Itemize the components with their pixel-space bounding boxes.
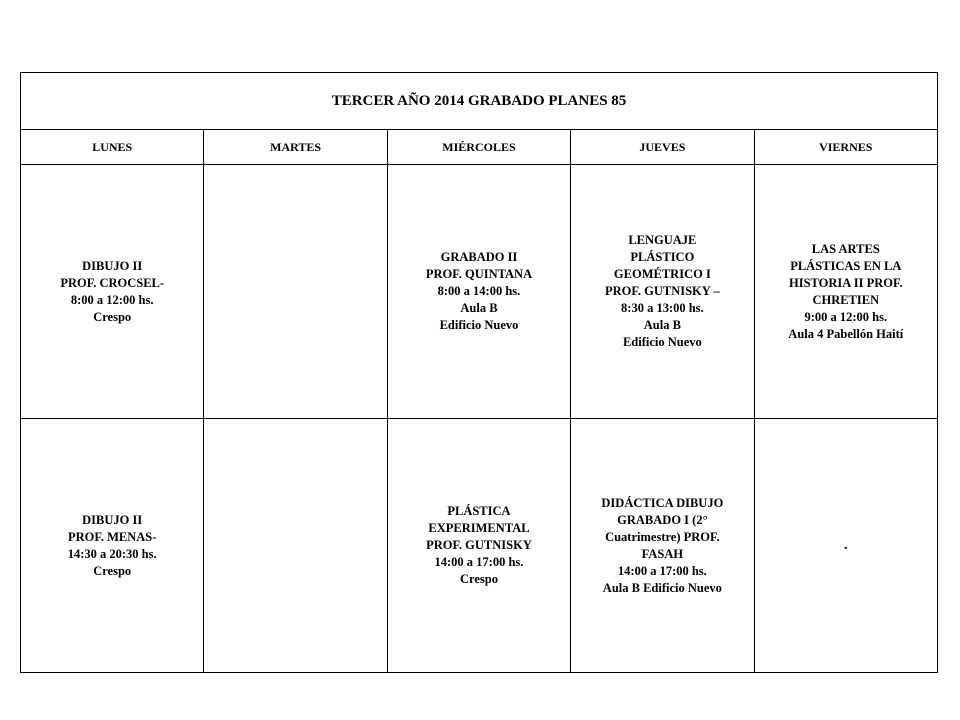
- class-cell: [571, 419, 754, 673]
- title-row: [21, 73, 938, 130]
- cell-text-line: Aula B: [460, 301, 498, 315]
- cell-text-line: PROF. GUTNISKY: [426, 538, 532, 552]
- cell-text-line: 14:00 a 17:00 hs.: [434, 555, 524, 569]
- class-cell: [387, 419, 570, 673]
- dot-mark: .: [844, 538, 848, 553]
- schedule-title: TERCER AÑO 2014 GRABADO PLANES 85: [21, 73, 938, 130]
- cell-text-line: PROF. MENAS-: [67, 529, 157, 544]
- cell-text-line: Crespo: [93, 309, 132, 324]
- afternoon-row: [21, 419, 938, 673]
- cell-text-line: PROF. QUINTANA: [425, 267, 533, 281]
- day-header-row: [21, 130, 938, 165]
- cell-text-line: EXPERIMENTAL: [428, 521, 530, 535]
- cell-text-line: 8:00 a 12:00 hs.: [70, 292, 154, 307]
- cell-text-line: Edificio Nuevo: [439, 318, 519, 332]
- cell-text-line: Crespo: [459, 572, 498, 586]
- cell-text-line: DIDÁCTICA DIBUJO: [601, 495, 724, 510]
- class-cell: [21, 419, 204, 673]
- cell-text-line: PROF. CROCSEL-: [60, 275, 165, 290]
- cell-text-line: Cuatrimestre) PROF.: [605, 529, 720, 544]
- day-header-martes: MARTES: [204, 130, 387, 165]
- cell-text-line: Aula 4 Pabellón Haití: [788, 326, 904, 341]
- cell-text-line: CHRETIEN: [812, 292, 880, 307]
- day-header-jueves: JUEVES: [571, 130, 754, 165]
- cell-text-line: HISTORIA II PROF.: [788, 275, 903, 290]
- class-cell: [204, 165, 387, 419]
- cell-text-line: GRABADO II: [440, 250, 518, 264]
- cell-text-line: DIBUJO II: [82, 512, 143, 527]
- cell-text-line: Crespo: [93, 563, 132, 578]
- cell-text-line: 14:00 a 17:00 hs.: [617, 563, 707, 578]
- class-cell: [754, 419, 937, 673]
- cell-text-line: PLÁSTICAS EN LA: [790, 258, 902, 273]
- cell-text-line: DIBUJO II: [82, 258, 143, 273]
- day-header-lunes: LUNES: [21, 130, 204, 165]
- class-cell: [204, 419, 387, 673]
- class-cell: [754, 165, 937, 419]
- class-cell: [571, 165, 754, 419]
- cell-text-line: Edificio Nuevo: [622, 335, 702, 349]
- cell-text-line: Aula B: [643, 318, 681, 332]
- cell-text-line: LENGUAJE: [628, 233, 697, 247]
- cell-text-line: 8:00 a 14:00 hs.: [437, 284, 521, 298]
- cell-text-line: 9:00 a 12:00 hs.: [804, 309, 888, 324]
- day-header-viernes: VIERNES: [754, 130, 937, 165]
- class-cell: [387, 165, 570, 419]
- cell-text-line: Aula B Edificio Nuevo: [602, 580, 722, 595]
- cell-text-line: GRABADO I (2°: [617, 512, 708, 527]
- cell-text-line: LAS ARTES: [811, 241, 880, 256]
- cell-text-line: 8:30 a 13:00 hs.: [621, 301, 704, 315]
- class-cell: [21, 165, 204, 419]
- cell-text-line: PLÁSTICO: [630, 250, 695, 264]
- schedule-table: [20, 72, 938, 673]
- cell-text-line: PLÁSTICA: [447, 504, 511, 518]
- cell-text-line: PROF. GUTNISKY –: [605, 284, 720, 298]
- cell-text-line: 14:30 a 20:30 hs.: [67, 546, 157, 561]
- morning-row: [21, 165, 938, 419]
- day-header-miercoles: MIÉRCOLES: [387, 130, 570, 165]
- cell-text-line: GEOMÉTRICO I: [613, 267, 711, 281]
- cell-text-line: FASAH: [641, 546, 684, 561]
